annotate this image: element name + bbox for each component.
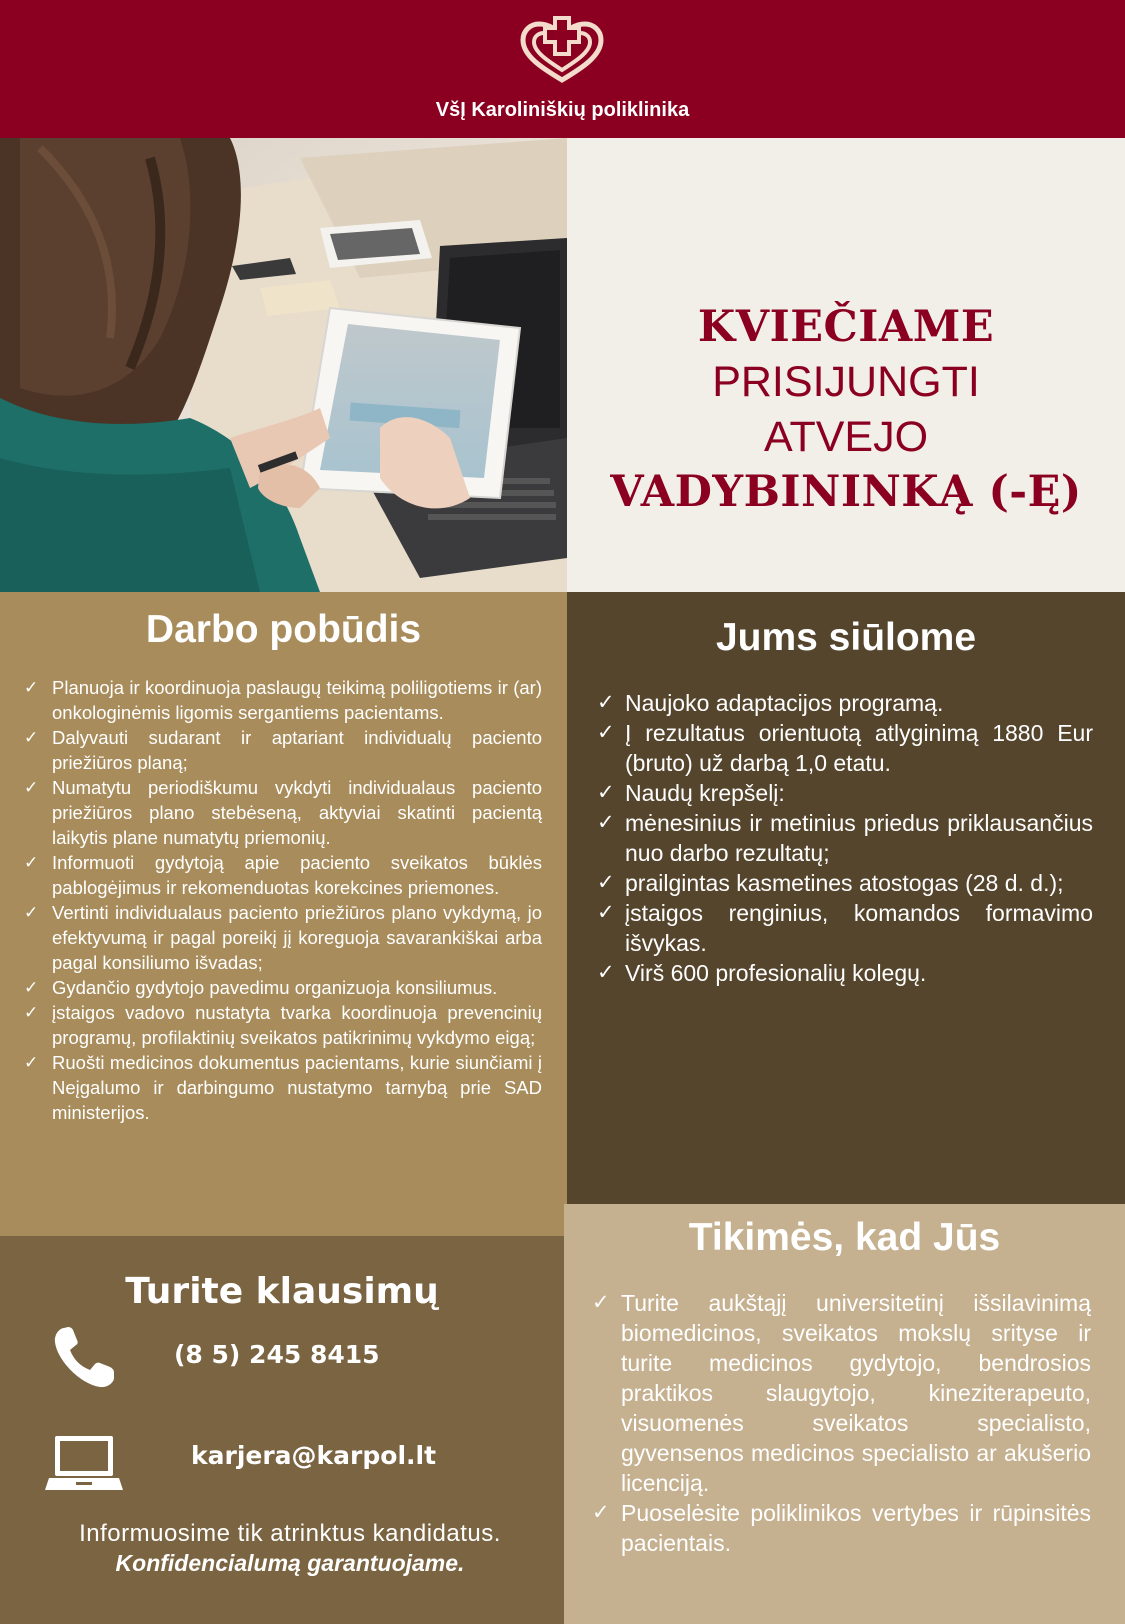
woman-with-tablet-photo: [0, 138, 567, 592]
checkmark-icon: ✓: [24, 728, 39, 747]
checkmark-icon: ✓: [592, 1501, 610, 1524]
contact-title: Turite klausimų: [125, 1271, 439, 1312]
requirements-title: Tikimės, kad Jūs: [688, 1216, 1001, 1259]
list-item: ✓ mėnesinius ir metinius priedus priklausančius nuo darbo rezultatų;: [597, 810, 1093, 866]
requirements-list: [592, 1288, 1091, 1558]
hero-title-line1: KVIEČIAME: [697, 302, 995, 352]
checkmark-icon: ✓: [597, 781, 615, 804]
hero-title-line3: ATVEJO: [763, 413, 929, 461]
selection-note: Informuosime tik atrinktus kandidatus.: [79, 1520, 501, 1547]
email-link[interactable]: karjera@karpol.lt: [191, 1441, 437, 1470]
confidentiality-note: Konfidencialumą garantuojame.: [115, 1550, 465, 1576]
checkmark-icon: ✓: [24, 1003, 39, 1022]
list-item: ✓ Virš 600 profesionalių kolegų.: [597, 960, 927, 986]
offer-panel: [567, 592, 1125, 1204]
list-item: ✓ Vertinti individualaus paciento priežiūros plano vykdymą, jo efektyvumą ir pagal poreikį jį koreguoja savarankiškai arba pagal konsiliumo išvadas;: [24, 902, 542, 973]
list-item: ✓ Naudų krepšelį:: [597, 780, 785, 806]
hero-title: [567, 300, 1125, 520]
list-item: ✓ įstaigos renginius, komandos formavimo išvykas.: [597, 900, 1093, 956]
list-item: ✓ Dalyvauti sudarant ir aptariant individualų paciento priežiūros planą;: [24, 727, 542, 773]
offer-list: [597, 688, 1093, 988]
list-item: ✓ Planuoja ir koordinuoja paslaugų teikimą poliligotiems ir (ar) onkologinėmis ligomis sergantiems pacientams.: [24, 677, 542, 723]
job-description-panel: [0, 592, 567, 1236]
hero-panel: [567, 138, 1125, 592]
checkmark-icon: ✓: [597, 691, 615, 714]
checkmark-icon: ✓: [24, 778, 39, 797]
checkmark-icon: ✓: [592, 1291, 610, 1314]
checkmark-icon: ✓: [597, 871, 615, 894]
checkmark-icon: ✓: [24, 1053, 39, 1072]
offer-title: Jums siūlome: [715, 616, 977, 659]
heart-cross-logo: [517, 14, 607, 86]
job-description-title: Darbo pobūdis: [145, 608, 422, 651]
checkmark-icon: ✓: [597, 811, 615, 834]
contact-panel: [0, 1236, 564, 1624]
checkmark-icon: ✓: [597, 961, 615, 984]
laptop-icon: [45, 1434, 123, 1492]
list-item: ✓ prailgintas kasmetines atostogas (28 d. d.);: [597, 870, 1064, 896]
job-description-list: [24, 675, 542, 1125]
hero-title-line4: VADYBININKĄ (-Ę): [610, 467, 1082, 517]
checkmark-icon: ✓: [24, 853, 39, 872]
list-item: ✓ Gydančio gydytojo pavedimu organizuoja konsiliumus.: [24, 977, 498, 998]
checkmark-icon: ✓: [24, 903, 39, 922]
list-item: ✓ Turite aukštąjį universitetinį išsilavinimą biomedicinos, sveikatos mokslų srityse ir turite medicinos gydytojo, bendrosios praktikos slaugytojo, kineziterapeuto, visuomenės sveikatos specialisto, gyvensenos medicinos specialisto ar akušerio licenciją.: [592, 1290, 1091, 1496]
checkmark-icon: ✓: [597, 901, 615, 924]
list-item: ✓ Informuoti gydytoją apie paciento sveikatos būklės pablogėjimus ir rekomenduotas korekcines priemones.: [24, 852, 542, 898]
list-item: ✓ įstaigos vadovo nustatyta tvarka koordinuoja prevencinių programų, profilaktinių sveikatos patikrinimų vykdymo eigą;: [24, 1002, 542, 1048]
list-item: ✓ Numatytu periodiškumu vykdyti individualaus paciento priežiūros plano stebėseną, aktyviai skatinti pacientą laikytis plane numatytų priemonių.: [24, 777, 542, 848]
phone-icon: [50, 1324, 118, 1392]
list-item: ✓ Puoselėsite poliklinikos vertybes ir rūpinsitės pacientais.: [592, 1500, 1091, 1556]
organization-name: VšĮ Karoliniškių poliklinika: [435, 99, 690, 121]
checkmark-icon: ✓: [24, 978, 39, 997]
list-item: ✓ Naujoko adaptacijos programą.: [597, 690, 944, 716]
hero-title-line2: PRISIJUNGTI: [712, 358, 980, 406]
phone-number[interactable]: (8 5) 245 8415: [174, 1340, 380, 1369]
list-item: ✓ Į rezultatus orientuotą atlyginimą 1880 Eur (bruto) už darbą 1,0 etatu.: [597, 720, 1093, 776]
requirements-panel: [564, 1204, 1125, 1624]
checkmark-icon: ✓: [24, 678, 39, 697]
checkmark-icon: ✓: [597, 721, 615, 744]
header-bar: [0, 0, 1125, 138]
list-item: ✓ Ruošti medicinos dokumentus pacientams, kurie siunčiami į Neįgalumo ir darbingumo nustatymo tarnybą prie SAD ministerijos.: [24, 1052, 542, 1123]
